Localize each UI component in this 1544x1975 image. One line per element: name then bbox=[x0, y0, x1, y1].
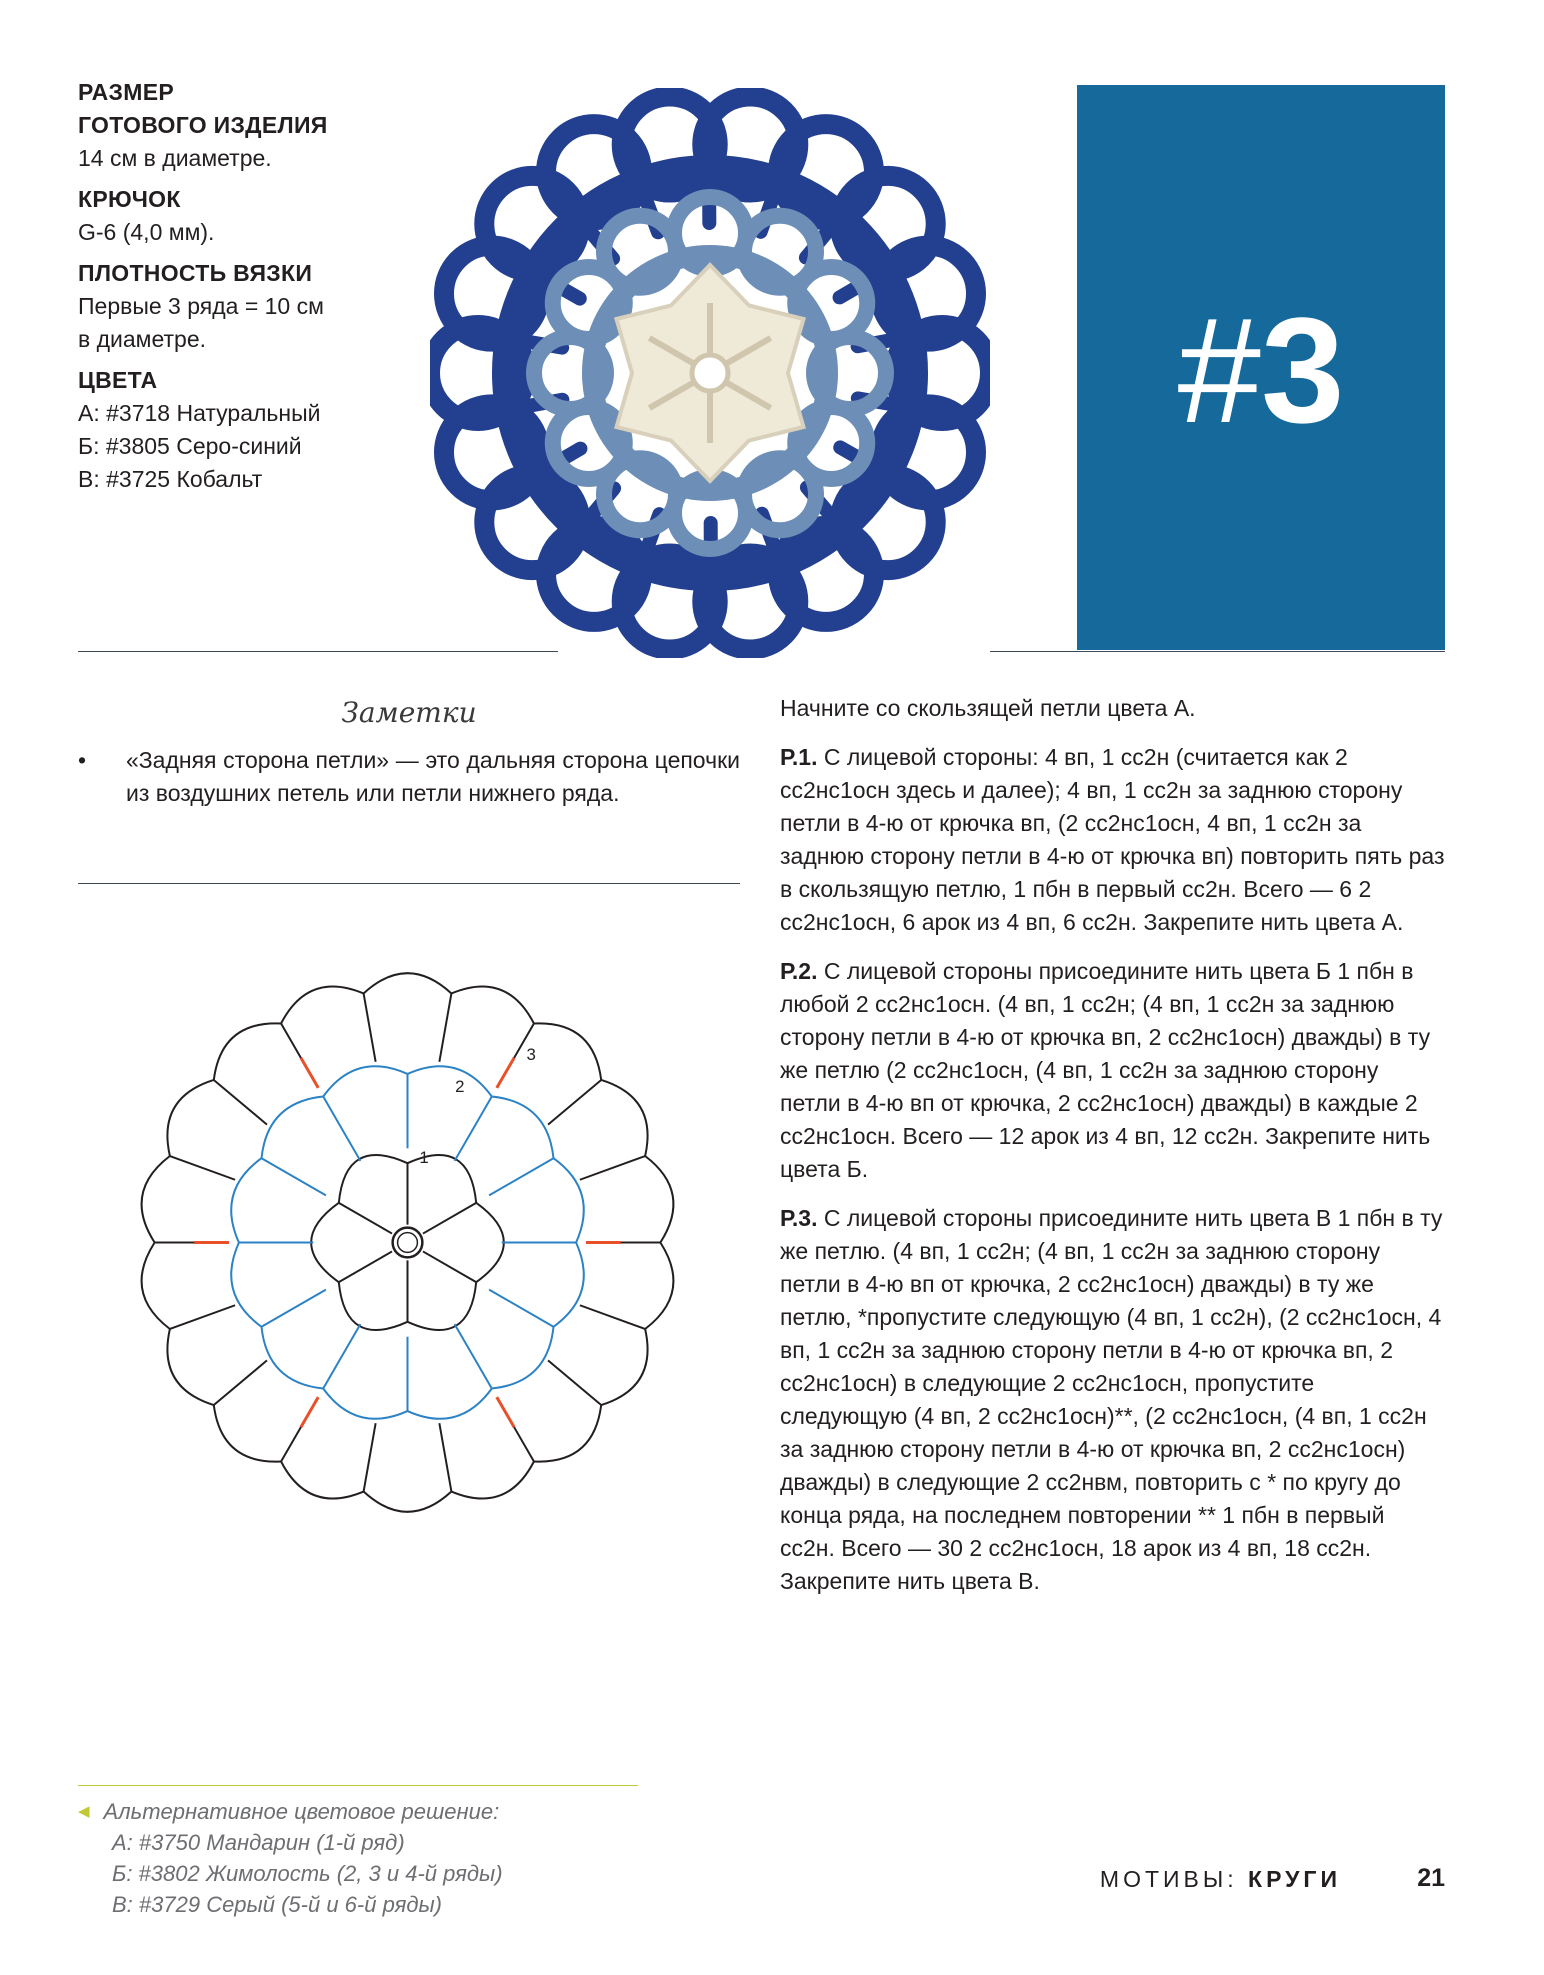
row-1-text: С лицевой стороны: 4 вп, 1 сс2н (считается как 2 сс2нс1осн здесь и далее); 4 вп, 1 сс2н за заднюю сторону петли в 4-ю от крючка вп, (2 сс2нс1осн, 4 вп, 1 сс2н за заднюю сторону петли в 4-ю от крючка вп) повторить пять раз в скользящую петлю, 1 пбн в первый сс2н. Всего — 6 2 сс2нс1осн, 6 арок из 4 вп, 6 сс2н. Закрепите нить цвета А. bbox=[780, 744, 1445, 935]
notes-title: Заметки bbox=[341, 696, 477, 729]
row2-chain-arc bbox=[553, 1243, 583, 1327]
row1-chain-arc bbox=[339, 1155, 408, 1203]
row3-chain-arc bbox=[214, 1023, 281, 1080]
instructions-intro: Начните со скользящей петли цвета А. bbox=[780, 695, 1196, 721]
join-arrow-icon bbox=[301, 1058, 318, 1088]
notes-item-text: «Задняя сторона петли» — это дальняя сторона цепочки из воздушних петель или петли нижнего ряда. bbox=[126, 747, 740, 806]
row2-chain-arc bbox=[262, 1097, 324, 1159]
color-b: Б: #3805 Серо-синий bbox=[78, 433, 302, 459]
row-1-label: Р.1. bbox=[780, 744, 818, 770]
centre-hole bbox=[692, 355, 728, 391]
row3-chain-arc bbox=[601, 1080, 647, 1156]
row3-chain-arc bbox=[364, 1492, 452, 1512]
row3-stitch bbox=[580, 1305, 645, 1329]
row2-chain-arc bbox=[492, 1327, 554, 1389]
row2-chain-arc bbox=[323, 1388, 407, 1418]
alternative-colorway bbox=[78, 1785, 638, 1920]
row3-stitch bbox=[364, 993, 376, 1061]
row2-stitch bbox=[323, 1324, 360, 1388]
page-number: 21 bbox=[1417, 1864, 1445, 1892]
row-2-label: Р.2. bbox=[780, 958, 818, 984]
instruction-row-3 bbox=[780, 1202, 1445, 1598]
specs-block bbox=[78, 76, 458, 504]
join-arrow-icon bbox=[497, 1058, 514, 1088]
row2-stitch bbox=[489, 1290, 553, 1327]
row3-stitch bbox=[170, 1305, 235, 1329]
alt-color-c: В: #3729 Серый (5-й и 6-й ряды) bbox=[112, 1892, 442, 1917]
running-section-label: МОТИВЫ: bbox=[1099, 1866, 1238, 1892]
running-section-topic: КРУГИ bbox=[1248, 1866, 1341, 1892]
row2-stitch bbox=[262, 1158, 326, 1195]
row1-chain-arc bbox=[339, 1282, 408, 1330]
hook-heading: КРЮЧОК bbox=[78, 186, 181, 212]
motif-photo bbox=[430, 88, 990, 658]
alt-title: Альтернативное цветовое решение: bbox=[103, 1799, 500, 1824]
alt-title-line bbox=[78, 1796, 638, 1827]
row1-stitch bbox=[423, 1203, 476, 1234]
row3-chain-arc bbox=[645, 1243, 673, 1329]
row3-stitch bbox=[214, 1360, 267, 1405]
row3-stitch bbox=[548, 1360, 601, 1405]
motif-number-hash: # bbox=[1177, 286, 1261, 454]
alt-color-a: А: #3750 Мандарин (1-й ряд) bbox=[112, 1830, 405, 1855]
row2-stitch bbox=[455, 1097, 492, 1161]
motif-number-panel bbox=[1077, 85, 1445, 650]
row3-chain-arc bbox=[451, 1461, 534, 1498]
gauge-value-line-2: в диаметре. bbox=[78, 326, 207, 352]
alt-color-b: Б: #3802 Жимолость (2, 3 и 4-й ряды) bbox=[112, 1861, 503, 1886]
color-c: В: #3725 Кобальт bbox=[78, 466, 263, 492]
row2-stitch bbox=[262, 1290, 326, 1327]
row3-stitch bbox=[170, 1156, 235, 1180]
join-arrow-icon bbox=[301, 1397, 318, 1427]
hook-value: G-6 (4,0 мм). bbox=[78, 219, 215, 245]
row3-chain-arc bbox=[364, 973, 452, 993]
join-arrow-icon bbox=[497, 1397, 514, 1427]
row-label-3: 3 bbox=[526, 1045, 536, 1065]
row2-chain-arc bbox=[408, 1388, 492, 1418]
row1-stitch bbox=[339, 1203, 392, 1234]
row2-chain-arc bbox=[408, 1066, 492, 1096]
row3-chain-arc bbox=[601, 1329, 647, 1405]
row3-chain-arc bbox=[534, 1405, 601, 1462]
row1-chain-arc bbox=[476, 1203, 504, 1282]
notes-bottom-rule bbox=[78, 883, 740, 884]
row1-chain-arc bbox=[408, 1282, 477, 1330]
top-left-rule bbox=[78, 651, 558, 652]
bullet-icon: • bbox=[78, 747, 87, 773]
row3-chain-arc bbox=[451, 986, 534, 1023]
size-value: 14 см в диаметре. bbox=[78, 145, 272, 171]
row1-chain-arc bbox=[311, 1203, 339, 1282]
notes-item bbox=[78, 744, 740, 810]
row3-chain-arc bbox=[142, 1243, 170, 1329]
row3-chain-arc bbox=[534, 1023, 601, 1080]
colors-heading: ЦВЕТА bbox=[78, 367, 158, 393]
row2-chain-arc bbox=[553, 1158, 583, 1242]
notes-list bbox=[78, 744, 740, 810]
top-right-rule bbox=[990, 651, 1445, 652]
instruction-row-2 bbox=[780, 955, 1445, 1186]
motif-number-digit: 3 bbox=[1261, 286, 1345, 454]
triangle-left-icon: ◀ bbox=[78, 1803, 90, 1820]
row3-stitch bbox=[580, 1156, 645, 1180]
gauge-block bbox=[78, 257, 458, 356]
row3-chain-arc bbox=[167, 1329, 213, 1405]
size-block bbox=[78, 76, 458, 175]
row-3-text: С лицевой стороны присоедините нить цвета В 1 пбн в ту же петлю. (4 вп, 1 сс2н; (4 вп, 1 сс2н за заднюю сторону петли в 4-ю вп от крючка, 2 сс2нс1осн) дважды) в ту же петлю, *пропустите следующую (4 вп, 1 сс2н), (2 сс2нс1осн, 4 вп, 1 сс2н за заднюю сторону петли в 4-ю от крючка вп, 2 сс2нс1осн) в следующие 2 сс2нс1осн, пропустите следующую (4 вп, 2 сс2нс1осн)**, (2 сс2нс1осн, (4 вп, 1 сс2н за заднюю сторону петли в 4-ю от крючка вп, 2 сс2нс1осн) дважды) в следующие 2 сс2нвм, повторить с * по кругу до конца ряда, на последнем повторении ** 1 пбн в первый сс2н. Всего — 30 2 сс2нс1осн, 18 арок из 4 вп, 18 сс2н. Закрепите нить цвета В. bbox=[780, 1205, 1443, 1594]
row3-chain-arc bbox=[214, 1405, 281, 1462]
size-heading-line-1: РАЗМЕР bbox=[78, 79, 174, 105]
row2-stitch bbox=[455, 1324, 492, 1388]
instruction-row-1 bbox=[780, 741, 1445, 939]
motif-number bbox=[1077, 286, 1445, 454]
running-section bbox=[1100, 1866, 1341, 1893]
row3-chain-arc bbox=[142, 1156, 170, 1242]
row-label-2: 2 bbox=[455, 1076, 465, 1096]
row3-stitch bbox=[548, 1080, 601, 1125]
hook-block bbox=[78, 183, 458, 249]
row3-stitch bbox=[439, 993, 451, 1061]
row3-stitch bbox=[214, 1080, 267, 1125]
row3-chain-arc bbox=[167, 1080, 213, 1156]
size-heading-line-2: ГОТОВОГО ИЗДЕЛИЯ bbox=[78, 112, 328, 138]
color-a: А: #3718 Натуральный bbox=[78, 400, 321, 426]
row1-stitch bbox=[423, 1251, 476, 1282]
page-footer bbox=[1060, 1862, 1445, 1902]
row2-chain-arc bbox=[231, 1158, 261, 1242]
row3-chain-arc bbox=[281, 1461, 364, 1498]
row2-stitch bbox=[323, 1097, 360, 1161]
row3-chain-arc bbox=[281, 986, 364, 1023]
row2-chain-arc bbox=[492, 1097, 554, 1159]
row2-chain-arc bbox=[262, 1327, 324, 1389]
row-3-label: Р.3. bbox=[780, 1205, 818, 1231]
row-label-1: 1 bbox=[419, 1148, 429, 1168]
colors-block bbox=[78, 364, 458, 496]
row2-stitch bbox=[489, 1158, 553, 1195]
row3-chain-arc bbox=[645, 1156, 673, 1242]
row1-chain-arc bbox=[408, 1155, 477, 1203]
row3-stitch bbox=[364, 1423, 376, 1491]
row2-chain-arc bbox=[323, 1066, 407, 1096]
gauge-heading: ПЛОТНОСТЬ ВЯЗКИ bbox=[78, 260, 313, 286]
gauge-value-line-1: Первые 3 ряда = 10 см bbox=[78, 293, 324, 319]
row2-chain-arc bbox=[231, 1243, 261, 1327]
row3-stitch bbox=[439, 1423, 451, 1491]
crochet-chart bbox=[110, 945, 705, 1540]
instructions bbox=[780, 692, 1445, 1614]
magic-ring-inner bbox=[398, 1233, 418, 1253]
row1-stitch bbox=[339, 1251, 392, 1282]
row-2-text: С лицевой стороны присоедините нить цвета Б 1 пбн в любой 2 сс2нс1осн. (4 вп, 1 сс2н; (4 вп, 1 сс2н за заднюю сторону петли в 4-ю от крючка вп, 2 сс2нс1осн) дважды) в ту же петлю (2 сс2нс1осн, (4 вп, 1 сс2н за заднюю сторону петли в 4-ю вп от крючка, 2 сс2нс1осн) дважды) в каждые 2 сс2нс1осн. Всего — 12 арок из 4 вп, 12 сс2н. Закрепите нить цвета Б. bbox=[780, 958, 1431, 1182]
